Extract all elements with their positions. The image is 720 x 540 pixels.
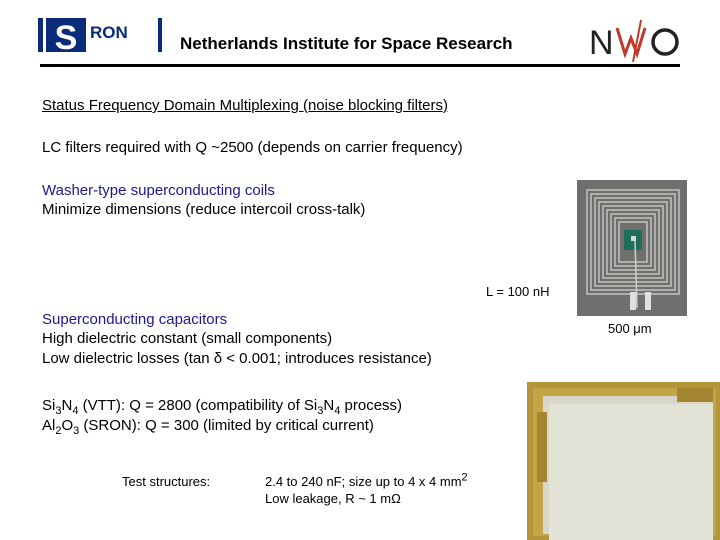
test-structures-leakage: Low leakage, R ~ 1 mΩ <box>265 491 401 506</box>
coil-micrograph <box>577 180 687 316</box>
svg-text:RON: RON <box>90 23 128 42</box>
capacitors-dielectric-losses: Low dielectric losses (tan δ < 0.001; introduces resistance) <box>42 350 432 367</box>
washer-coils-description: Minimize dimensions (reduce intercoil cross-talk) <box>42 201 366 218</box>
header-title: Netherlands Institute for Space Research <box>180 34 513 53</box>
lc-filters-text: LC filters required with Q ~2500 (depends on carrier frequency) <box>42 139 463 156</box>
capacitors-dielectric-constant: High dielectric constant (small components) <box>42 330 333 347</box>
status-heading: Status Frequency Domain Multiplexing (noise blocking filters) <box>42 97 449 114</box>
test-structures-range: 2.4 to 240 nF; size up to 4 x 4 $mm^2$ <box>265 471 468 489</box>
svg-text:N: N <box>589 24 614 62</box>
test-structures-label: Test structures: <box>122 474 211 489</box>
washer-coils-heading: Washer-type superconducting coils <box>42 182 275 199</box>
nwo-logo <box>585 18 685 64</box>
si3n4-line: $Si_3N_4$ (VTT): Q = 2800 (compatibility of $Si_3N_4$ process) <box>42 397 403 417</box>
sron-logo <box>36 16 164 56</box>
header-divider <box>40 64 680 67</box>
capacitor-micrograph <box>527 382 720 540</box>
scale-bar-label: 500 μm <box>608 321 652 336</box>
capacitors-heading: Superconducting capacitors <box>42 311 228 328</box>
svg-text:S: S <box>54 19 78 56</box>
al2o3-line: $Al_2O_3$ (SRON): Q = 300 (limited by critical current) <box>42 417 374 437</box>
inductance-label: L = 100 nH <box>486 284 550 299</box>
